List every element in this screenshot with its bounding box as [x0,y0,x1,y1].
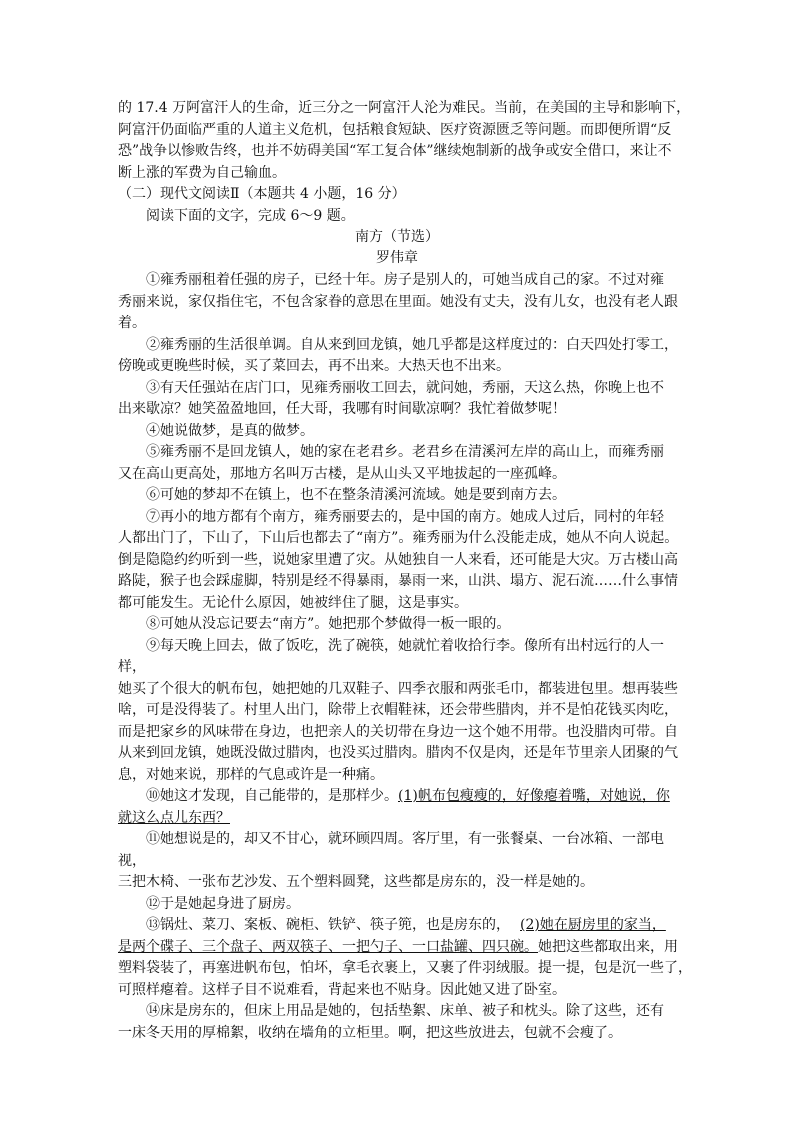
paragraph-line: 视， [118,853,146,869]
paragraph-line: 而是把家乡的风味带在身边，也把亲人的关切带在身边一这个她不用带。也没腊肉可带。自 [118,724,678,740]
paragraph-line: ⑫于是她起身进了厨房。 [146,896,300,912]
paragraph-line: 路陡，猴子也会踩虚脚，特别是经不得暴雨，暴雨一来，山洪、塌方、泥石流……什么事情 [118,573,678,589]
paragraph-line: ①雍秀丽租着任强的房子，已经十年。房子是别人的，可她当成自己的家。不过对雍 [146,272,664,288]
underlined-question-2: (2)她在厨房里的家当， [520,917,666,933]
paragraph-line: 都可能发生。无论什么原因，她被绊住了腿，这是事实。 [118,595,468,611]
paragraph-line: ⑤雍秀丽不是回龙镇人，她的家在老君乡。老君乡在清溪河左岸的高山上，而雍秀丽 [146,444,664,460]
underlined-question-1: (1)帆布包瘦瘦的，好像瘪着嘴，对她说，你 [398,788,670,804]
paragraph-line [118,808,230,830]
paragraph-line: 啥，可是没得装了。村里人出门，除带上衣帽鞋袜，还会带些腊肉，并不是怕花钱买肉吃， [118,702,678,718]
underlined-question-1-cont: 就这么点儿东西？ [118,810,230,826]
paragraph-line: 三把木椅、一张布艺沙发、五个塑料圆凳，这些都是房东的，没一样是她的。 [118,874,594,890]
paragraph-line: 塑料袋装了，再塞进帆布包，怕坏，拿毛衣裹上，又裹了件羽绒服。提一提，包是沉一些了， [118,960,692,976]
paragraph-line: ④她说做梦，是真的做梦。 [146,423,314,439]
paragraph-line: ⑪她想说是的，却又不甘心，就环顾四周。客厅里，有一张餐桌、一台冰箱、一部电 [146,831,664,847]
paragraph-line: 着。 [118,315,146,331]
paragraph-line: ⑭床是房东的，但床上用品是她的，包括垫絮、床单、被子和枕头。除了这些，还有 [146,1003,664,1019]
paragraph-line [146,915,666,937]
paragraph-text: ⑩她这才发现，自己能带的，是那样少。 [146,788,398,804]
intro-line: 断上涨的军费为自己输血。 [118,165,286,181]
paragraph-text: 她把这些都取出来，用 [538,939,678,955]
paragraph-line: ⑨每天晚上回去，做了饭吃，洗了碗筷，她就忙着收拾行李。像所有出村远行的人一 [146,638,664,654]
paragraph-line [118,937,678,959]
paragraph-line: 息，对她来说，那样的气息或许是一种痛。 [118,767,384,783]
instruction-text: 阅读下面的文字，完成 6～9 题。 [146,208,355,224]
paragraph-line: ③有天任强站在店门口，见雍秀丽收工回去，就问她，秀丽，天这么热，你晚上也不 [146,380,664,396]
paragraph-line: 她买了个很大的帆布包，她把她的几双鞋子、四季衣服和两张毛巾，都装进包里。想再装些 [118,681,678,697]
paragraph-text: ⑬锅灶、菜刀、案板、碗柜、铁铲、筷子篼，也是房东的， [146,917,510,933]
paragraph-line: 可照样瘪着。这样子目不说难看，背起来也不贴身。因此她又进了卧室。 [118,982,566,998]
paragraph-line: 又在高山更高处，那地方名叫万古楼，是从山头又平地拔起的一座孤峰。 [118,466,566,482]
intro-line: 阿富汗仍面临严重的人道主义危机，包括粮食短缺、医疗资源匮乏等问题。而即便所谓“反 [118,122,672,138]
paragraph-line: ⑦再小的地方都有个南方，雍秀丽要去的，是中国的南方。她成人过后，同村的年轻 [146,509,664,525]
paragraph-line: ②雍秀丽的生活很单调。自从来到回龙镇，她几乎都是这样度过的：白天四处打零工， [146,337,678,353]
paragraph-line: 人都出门了，下山了，下山后也都去了“南方”。雍秀丽为什么没能走成，她从不向人说起。 [118,530,679,546]
section-heading: （二）现代文阅读Ⅱ（本题共 4 小题，16 分） [118,186,406,202]
paragraph-line: 出来歇凉？她笑盈盈地回，任大哥，我哪有时间歇凉啊？我忙着做梦呢！ [118,401,566,417]
intro-line: 恐”战争以惨败告终，也并不妨碍美国“军工复合体”继续炮制新的战争或安全借口，来让不 [118,143,672,159]
paragraph-line: 样， [118,659,146,675]
underlined-question-2-cont: 是两个碟子、三个盘子、两双筷子、一把勺子、一口盐罐、四只碗。 [118,939,538,955]
paragraph-line: 从来到回龙镇，她既没做过腊肉，也没买过腊肉。腊肉不仅是肉，还是年节里亲人团聚的气 [118,745,678,761]
paragraph-line: ⑥可她的梦却不在镇上，也不在整条清溪河流域。她是要到南方去。 [146,487,566,503]
paragraph-line: 倒是隐隐约约听到一些，说她家里遭了灾。从她独自一人来看，还可能是大灾。万古楼山高 [118,552,678,568]
article-title: 南方（节选） [355,229,439,245]
intro-line: 的 17.4 万阿富汗人的生命，近三分之一阿富汗人沦为难民。当前，在美国的主导和影响下， [118,100,691,116]
paragraph-line: 一床冬天用的厚棉絮，收纳在墙角的立柜里。啊，把这些放进去，包就不会瘦了。 [118,1025,622,1041]
paragraph-line [146,786,670,808]
paragraph-line: ⑧可她从没忘记要去“南方”。她把那个梦做得一板一眼的。 [146,616,511,632]
paragraph-line: 傍晚或更晚些时候，买了菜回去，再不出来。大热天也不出来。 [118,358,510,374]
article-author: 罗伟章 [376,250,418,266]
paragraph-line: 秀丽来说，家仅指住宅，不包含家眷的意思在里面。她没有丈夫，没有儿女，也没有老人跟 [118,294,678,310]
